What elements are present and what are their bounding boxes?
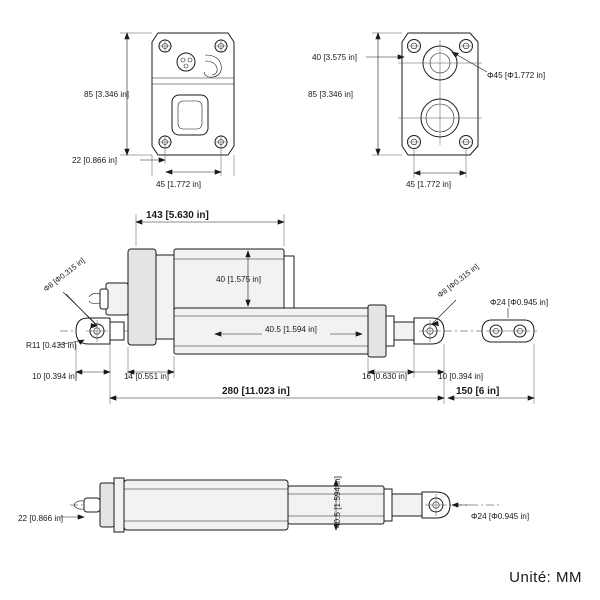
dim-m-14: 14 [0.551 in] (124, 372, 170, 381)
view-front-mount (120, 33, 234, 176)
unit-label: Unité: MM (509, 569, 582, 586)
dim-m-280: 280 [11.023 in] (222, 386, 290, 397)
dim-b-405: 40.5 [1.594 in] (333, 476, 342, 528)
dim-tl-85: 85 [3.346 in] (84, 90, 130, 99)
dim-b-d24: Φ24 [Φ0.945 in] (471, 512, 530, 521)
dim-m-16: 16 [0.630 in] (362, 372, 408, 381)
dim-tr-85: 85 [3.346 in] (308, 90, 354, 99)
dim-m-150: 150 [6 in] (456, 386, 500, 397)
view-rear-mount (366, 33, 487, 178)
dim-tl-45: 45 [1.772 in] (156, 180, 202, 189)
dim-b-22: 22 [0.866 in] (18, 514, 64, 523)
view-top-plan (60, 478, 500, 532)
dim-m-40: 40 [1.575 in] (216, 275, 262, 284)
dim-m-10-left: 10 [0.394 in] (32, 372, 78, 381)
dim-m-10-right: 10 [0.394 in] (438, 372, 484, 381)
dim-m-143: 143 [5.630 in] (146, 210, 209, 221)
dim-tr-d45: Φ45 [Φ1.772 in] (487, 71, 546, 80)
dim-m-r11: R11 [0.433 in] (26, 341, 77, 350)
dim-tr-45: 45 [1.772 in] (406, 180, 452, 189)
dim-tr-40: 40 [3.575 in] (312, 53, 358, 62)
dim-m-d8-left: Φ8 [Φ0.315 in] (41, 255, 87, 294)
dim-m-d8-right: Φ8 [Φ0.315 in] (435, 261, 481, 300)
dim-tl-22: 22 [0.866 in] (72, 156, 118, 165)
dim-m-d24: Φ24 [Φ0.945 in] (490, 298, 549, 307)
dim-m-405: 40.5 [1.594 in] (265, 325, 317, 334)
